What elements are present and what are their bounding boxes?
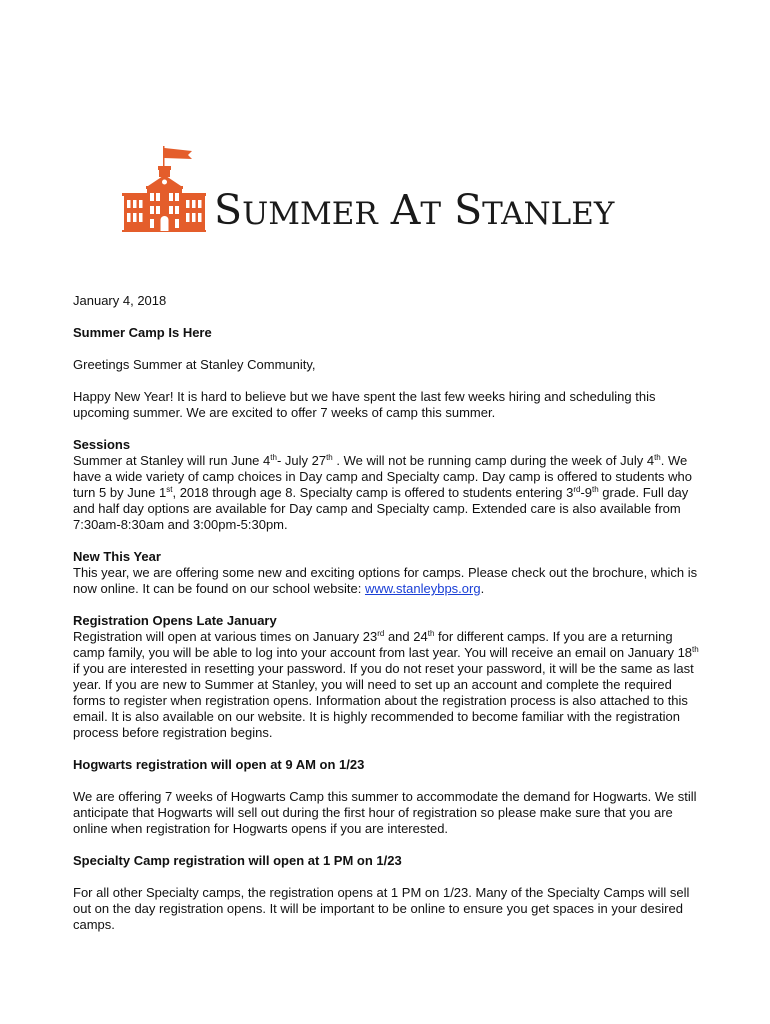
registration-text: Registration will open at various times on January 23rd and 24th for different camps. If you are a returning camp family, you will be able to log into your account from last year. You will receive an email on January 18th if you are interested in resetting your password. If you do not reset your password, it will be the same as last year. If you are new to Summer at Stanley, you will need to set up an account and complete the required forms to register when registration opens. Information about the registration process is also attached to this email. It is also available on our website. It is highly recommended to become familiar with the registration process before registration begins.	[73, 629, 699, 740]
letter-date: January 4, 2018	[73, 293, 167, 308]
letter-subject: Summer Camp Is Here	[73, 325, 212, 340]
sessions-heading: Sessions	[73, 437, 131, 452]
specialty-heading: Specialty Camp registration will open at 1 PM on 1/23	[73, 853, 402, 868]
schoolhouse-with-flag-icon	[122, 146, 206, 232]
sessions-text: Summer at Stanley will run June 4th- July 27th . We will not be running camp during the week of July 4th. We have a wide variety of camp choices in Day camp and Specialty camp. Day camp is offered to students who turn 5 by June 1st, 2018 through age 8. Specialty camp is offered to students entering 3rd-9th grade. Full day and half day options are available for Day camp and Specialty camp. Extended care is also available from 7:30am-8:30am and 3:00pm-5:30pm.	[73, 453, 693, 532]
registration-section	[73, 613, 701, 741]
new-this-year-heading: New This Year	[73, 549, 161, 564]
registration-heading: Registration Opens Late January	[73, 613, 277, 628]
letter-body	[73, 293, 701, 949]
letter-intro: Happy New Year! It is hard to believe but we have spent the last few weeks hiring and scheduling this upcoming summer. We are excited to offer 7 weeks of camp this summer.	[73, 389, 656, 420]
specialty-text: For all other Specialty camps, the registration opens at 1 PM on 1/23. Many of the Specialty Camps will sell out on the day registration opens. It will be important to be online to ensure you get spaces in your desired camps.	[73, 885, 690, 932]
new-this-year-section	[73, 549, 701, 597]
hogwarts-text: We are offering 7 weeks of Hogwarts Camp this summer to accommodate the demand for Hogwarts. We still anticipate that Hogwarts will sell out during the first hour of registration so please make sure that you are online when registration for Hogwarts opens if you are interested.	[73, 789, 697, 836]
school-website-link[interactable]: www.stanleybps.org	[364, 581, 481, 596]
letter-greeting: Greetings Summer at Stanley Community,	[73, 357, 316, 372]
new-this-year-text: This year, we are offering some new and exciting options for camps. Please check out the brochure, which is now online. It can be found on our school website: www.stanleybps.org.	[73, 565, 698, 596]
hogwarts-heading: Hogwarts registration will open at 9 AM on 1/23	[73, 757, 365, 772]
summer-at-stanley-logo	[122, 146, 642, 236]
logo-wordmark: SUMMER AT STANLEY	[214, 186, 615, 234]
sessions-section	[73, 437, 701, 533]
